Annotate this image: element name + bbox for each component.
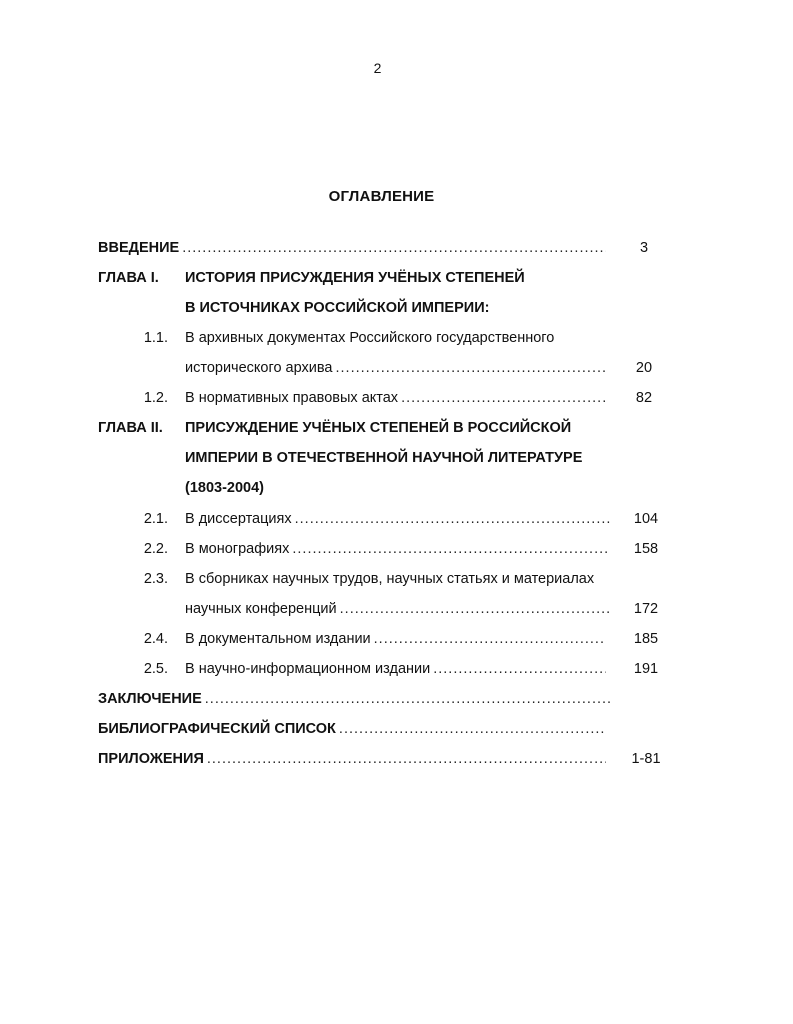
chapter-title-line: В ИСТОЧНИКАХ РОССИЙСКОЙ ИМПЕРИИ: xyxy=(185,300,490,316)
section-title-line: В научно-информационном издании xyxy=(185,661,431,677)
section-number: 2.4. xyxy=(143,631,168,647)
section-number: 2.2. xyxy=(143,541,168,557)
section-title-line: В сборниках научных трудов, научных статьях и материалах xyxy=(185,571,595,587)
dot-leader xyxy=(433,659,606,679)
section-title-line: В нормативных правовых актах xyxy=(185,390,399,406)
page-title: ОГЛАВЛЕНИЕ xyxy=(328,188,435,205)
section-number: 2.5. xyxy=(143,661,168,677)
toc-entry-label: БИБЛИОГРАФИЧЕСКИЙ СПИСОК xyxy=(98,721,336,737)
toc-entry-section[interactable] xyxy=(185,509,610,529)
dot-leader xyxy=(335,358,606,378)
dot-leader xyxy=(340,599,610,619)
toc-entry-label: ВВЕДЕНИЕ xyxy=(98,240,180,256)
section-number: 2.3. xyxy=(143,571,168,587)
toc-page-number: 172 xyxy=(633,601,659,617)
toc-entry-section[interactable] xyxy=(185,599,610,619)
toc-entry-section[interactable] xyxy=(185,539,610,559)
page-number: 2 xyxy=(373,60,382,76)
dot-leader xyxy=(292,539,610,559)
toc-page-number: 185 xyxy=(633,631,659,647)
toc-page-number: 1-81 xyxy=(631,751,661,767)
section-title-line: В диссертациях xyxy=(185,511,292,527)
dot-leader xyxy=(205,689,610,709)
chapter-title-line: ИМПЕРИИ В ОТЕЧЕСТВЕННОЙ НАУЧНОЙ ЛИТЕРАТУРЕ xyxy=(185,450,583,466)
dot-leader xyxy=(339,719,606,739)
section-number: 1.2. xyxy=(143,390,168,406)
toc-entry-bibliography[interactable] xyxy=(98,719,606,739)
toc-entry-section[interactable] xyxy=(185,358,606,378)
chapter-title-line: ПРИСУЖДЕНИЕ УЧЁНЫХ СТЕПЕНЕЙ В РОССИЙСКОЙ xyxy=(185,420,572,436)
dot-leader xyxy=(207,749,606,769)
toc-entry-section[interactable] xyxy=(185,388,606,408)
toc-entry-label: ЗАКЛЮЧЕНИЕ xyxy=(98,691,202,707)
toc-entry-intro[interactable] xyxy=(98,238,606,258)
section-title-line: В архивных документах Российского государственного xyxy=(185,330,555,346)
toc-page-number: 20 xyxy=(635,360,653,376)
toc-page-number: 191 xyxy=(633,661,659,677)
dot-leader xyxy=(295,509,610,529)
toc-page-number: 104 xyxy=(633,511,659,527)
dot-leader xyxy=(182,238,606,258)
toc-page-number: 82 xyxy=(635,390,653,406)
toc-entry-section[interactable] xyxy=(185,659,606,679)
toc-page-number: 158 xyxy=(633,541,659,557)
section-number: 2.1. xyxy=(143,511,168,527)
chapter-label: ГЛАВА II. xyxy=(98,420,163,436)
dot-leader xyxy=(401,388,606,408)
section-title-line: исторического архива xyxy=(185,360,333,376)
section-title-line: В монографиях xyxy=(185,541,290,557)
toc-page-number: 3 xyxy=(639,240,649,256)
dot-leader xyxy=(374,629,606,649)
chapter-title-line: ИСТОРИЯ ПРИСУЖДЕНИЯ УЧЁНЫХ СТЕПЕНЕЙ xyxy=(185,270,525,286)
section-title-line: научных конференций xyxy=(185,601,337,617)
section-title-line: В документальном издании xyxy=(185,631,371,647)
chapter-label: ГЛАВА I. xyxy=(98,270,159,286)
chapter-title-line: (1803-2004) xyxy=(185,480,264,496)
section-number: 1.1. xyxy=(143,330,168,346)
toc-entry-conclusion[interactable] xyxy=(98,689,610,709)
toc-entry-section[interactable] xyxy=(185,629,606,649)
toc-entry-appendices[interactable] xyxy=(98,749,606,769)
toc-entry-label: ПРИЛОЖЕНИЯ xyxy=(98,751,204,767)
